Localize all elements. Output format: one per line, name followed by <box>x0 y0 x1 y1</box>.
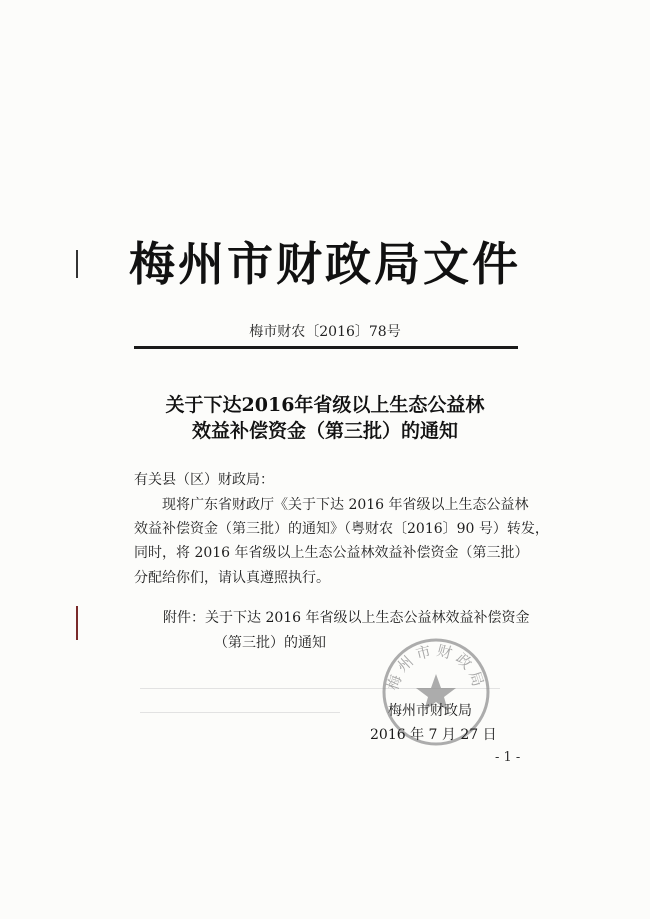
notice-title-line-2: 效益补偿资金（第三批）的通知 <box>191 420 458 442</box>
page-number: - 1 - <box>495 750 521 765</box>
attachment-line-1: 附件：关于下达 2016 年省级以上生态公益林效益补偿资金 <box>163 610 530 626</box>
document-header-title: 梅州市财政局文件 <box>129 237 521 291</box>
salutation: 有关县（区）财政局： <box>134 472 274 488</box>
body-line: 分配给你们，请认真遵照执行。 <box>134 570 330 586</box>
header-rule <box>134 346 518 349</box>
document-number: 梅市财农〔2016〕78号 <box>249 324 401 340</box>
binding-mark <box>76 606 78 640</box>
body-line: 现将广东省财政厅《关于下达 2016 年省级以上生态公益林 <box>162 497 529 513</box>
body-line: 同时，将 2016 年省级以上生态公益林效益补偿资金（第三批） <box>134 545 529 561</box>
attachment-line-2: （第三批）的通知 <box>214 635 326 651</box>
signing-date: 2016 年 7 月 27 日 <box>370 727 497 743</box>
body-line: 效益补偿资金（第三批）的通知》（粤财农〔2016〕90 号）转发， <box>134 521 549 537</box>
svg-text:梅州市财政局: 梅州市财政局 <box>383 641 489 693</box>
bleed-through-line <box>140 712 340 713</box>
notice-title-line-1: 关于下达2016年省级以上生态公益林 <box>165 394 485 416</box>
signer-organization: 梅州市财政局 <box>388 703 472 719</box>
